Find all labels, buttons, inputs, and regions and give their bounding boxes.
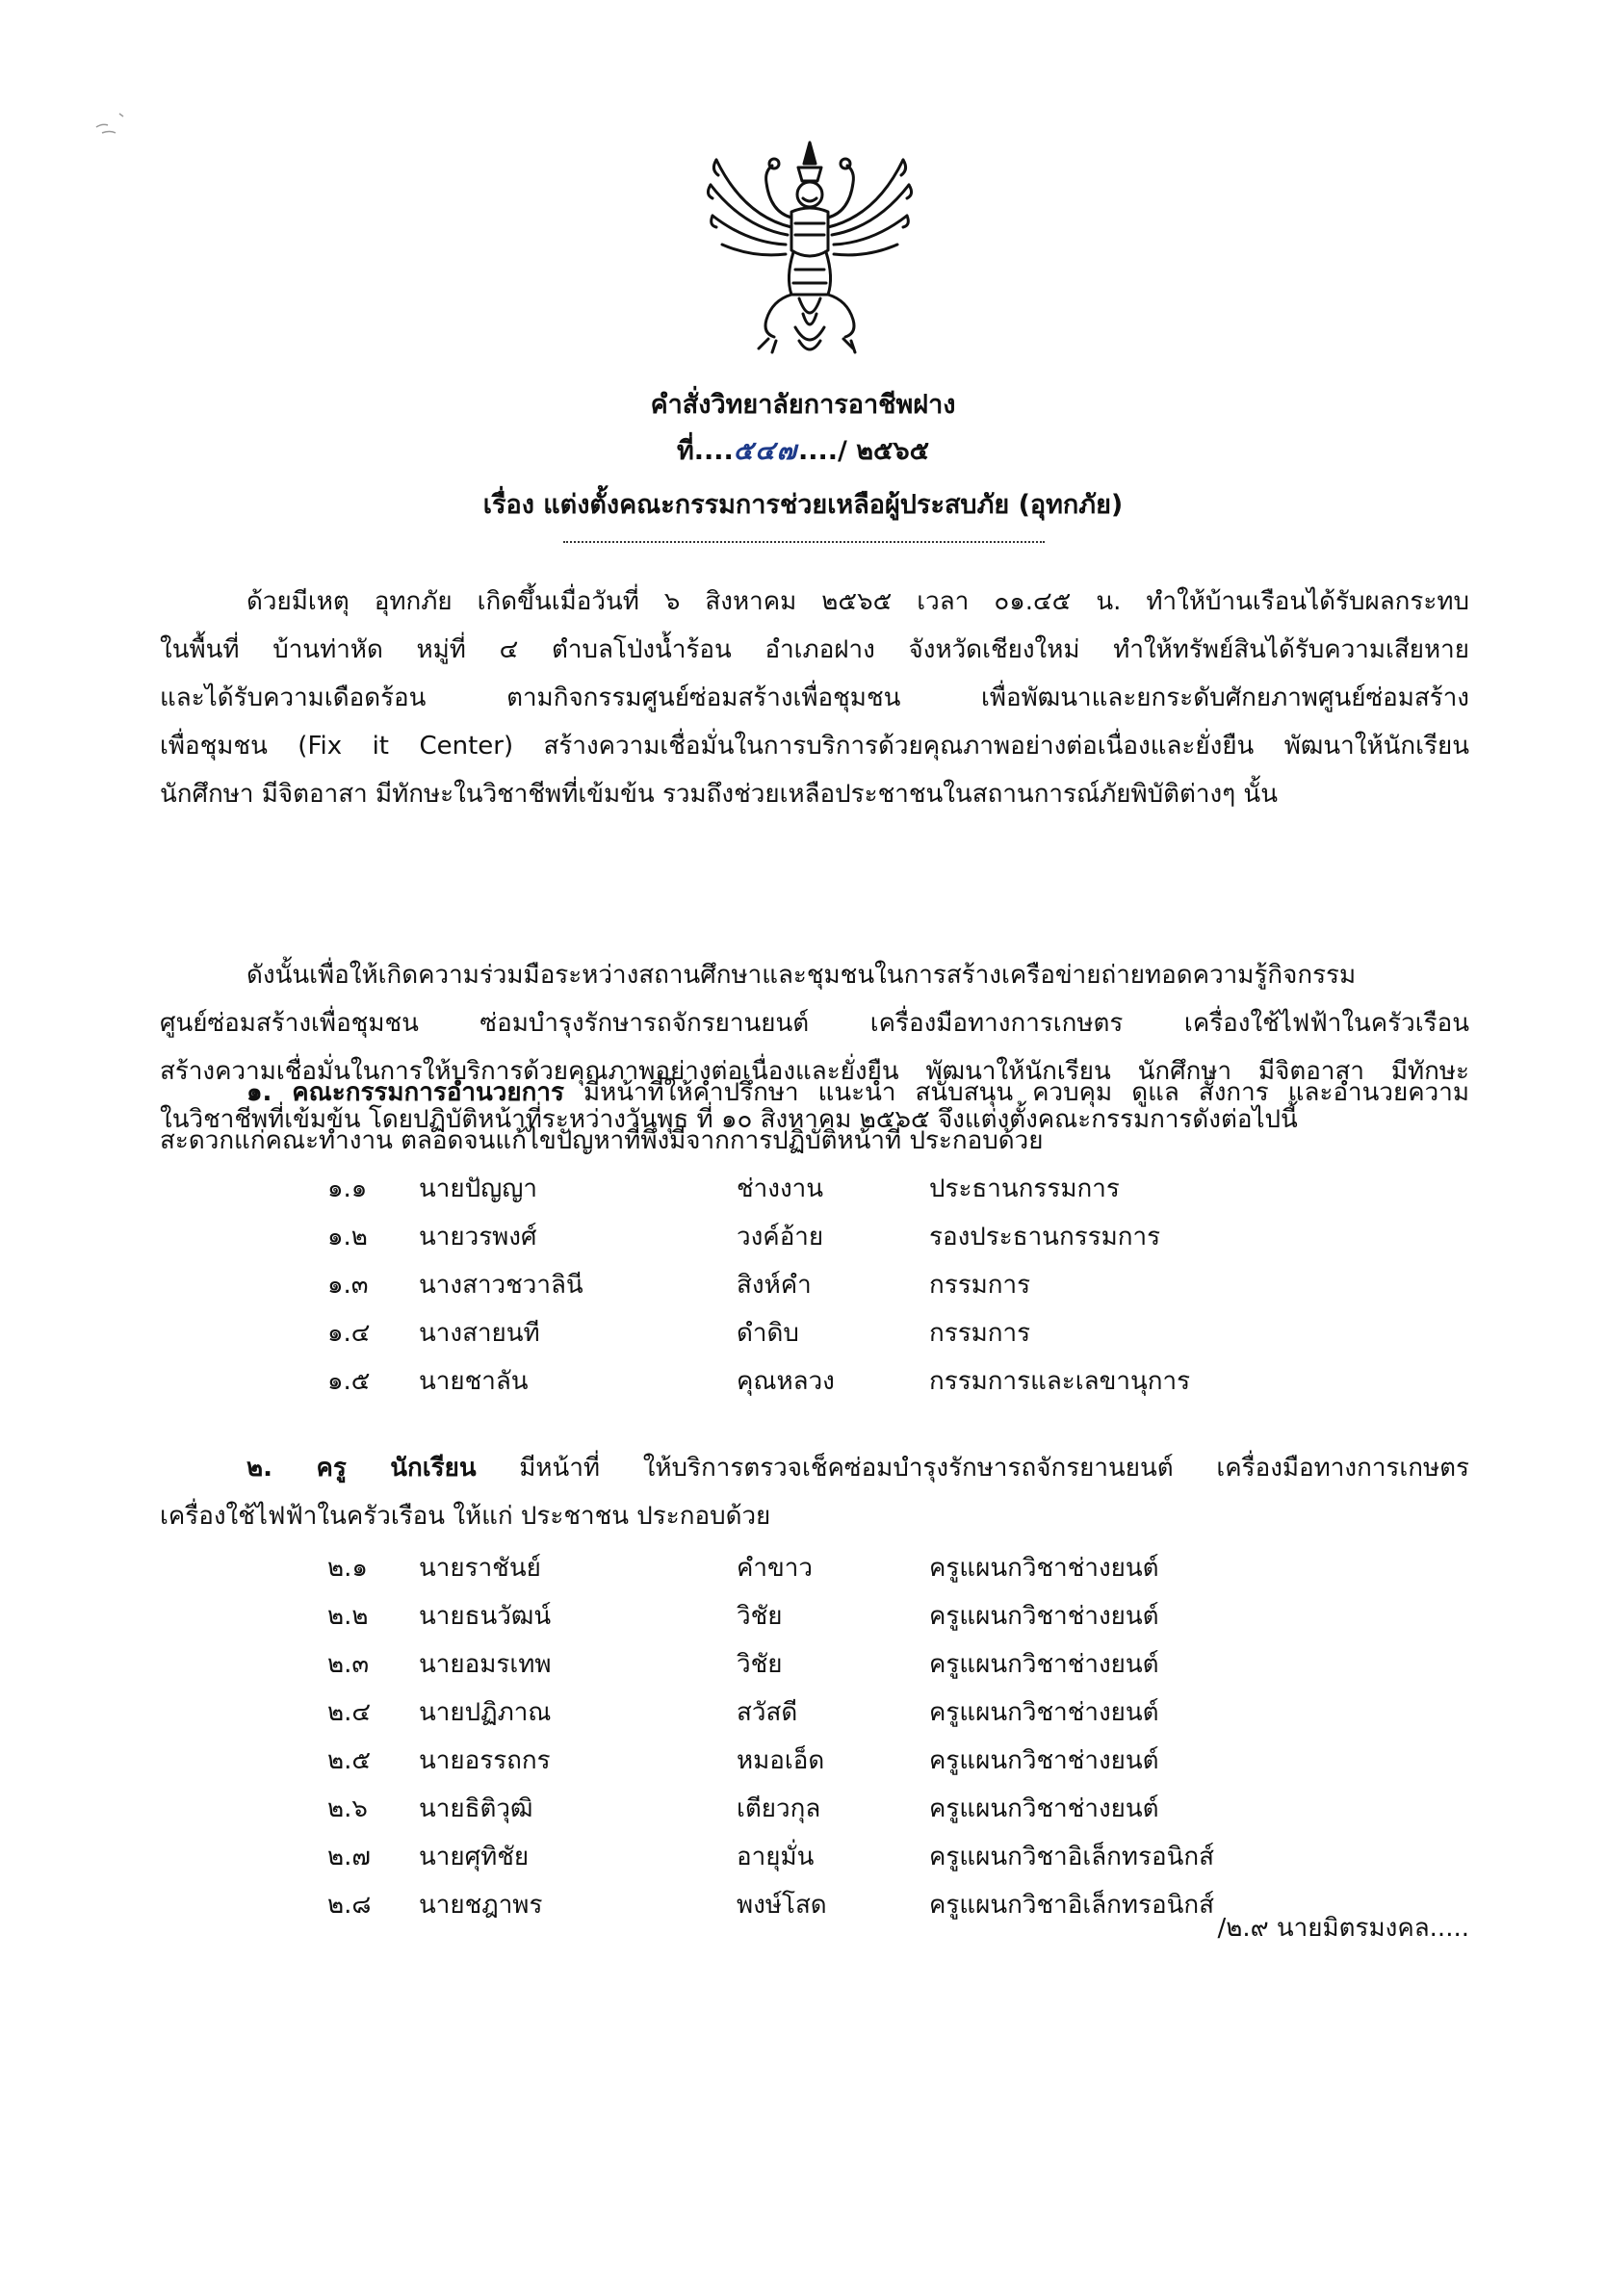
paragraph-line: ด้วยมีเหตุ อุทกภัย เกิดขึ้นเมื่อวันที่ ๖ สิงหาคม ๒๕๖๕ เวลา ๐๑.๔๕ น. ทำให้บ้านเรือนได้รับผลกระทบ (246, 587, 1469, 616)
member-last-name: คำขาว (737, 1554, 813, 1583)
order-title: คำสั่งวิทยาลัยการอาชีพฝาง (650, 390, 956, 420)
member-number: ๑.๒ (327, 1223, 368, 1251)
section2-duty: มีหน้าที่ ให้บริการตรวจเช็คซ่อมบำรุงรักษารถจักรยานยนต์ เครื่องมือทางการเกษตร (476, 1454, 1469, 1483)
member-first-name: นายชฎาพร (419, 1891, 543, 1920)
member-last-name: คุณหลวง (737, 1367, 835, 1396)
section2-title: ๒. ครู นักเรียน (246, 1454, 477, 1483)
member-number: ๒.๗ (327, 1843, 371, 1871)
member-role: ครูแผนกวิชาอิเล็กทรอนิกส์ (929, 1843, 1214, 1871)
member-last-name: ดำดิบ (737, 1319, 799, 1348)
member-role: รองประธานกรรมการ (929, 1223, 1161, 1251)
order-number-dots: .... (797, 436, 838, 466)
section1-duty: มีหน้าที่ให้คำปรึกษา แนะนำ สนับสนุน ควบคุม ดูแล สั่งการ และอำนวยความ (563, 1078, 1469, 1107)
member-row (327, 1361, 1290, 1409)
member-role: ครูแผนกวิชาช่างยนต์ (929, 1794, 1159, 1823)
member-first-name: นายธิติวุฒิ (419, 1794, 533, 1823)
paragraph-line: เพื่อชุมชน (Fix it Center) สร้างความเชื่อมั่นในการบริการด้วยคุณภาพอย่างต่อเนื่องและยั่งยืน พัฒนาให้นักเรียน (160, 732, 1469, 761)
member-number: ๑.๕ (327, 1367, 371, 1396)
member-number: ๑.๓ (327, 1271, 369, 1300)
member-first-name: นายชาลัน (419, 1367, 529, 1396)
paragraph-line: สะดวกแก่คณะทำงาน ตลอดจนแก้ไขปัญหาที่พึงมีจากการปฏิบัติหน้าที่ ประกอบด้วย (160, 1126, 1044, 1155)
member-number: ๒.๒ (327, 1602, 369, 1631)
member-row (327, 1169, 1290, 1217)
member-role: กรรมการ (929, 1319, 1031, 1348)
member-last-name: สวัสดี (737, 1698, 798, 1727)
scan-mark (92, 108, 131, 137)
order-year: / ๒๕๖๕ (837, 436, 930, 466)
member-first-name: นายปฏิภาณ (419, 1698, 552, 1727)
member-row (327, 1789, 1290, 1837)
section1-title: ๑. คณะกรรมการอำนวยการ (246, 1078, 564, 1107)
member-first-name: นายธนวัฒน์ (419, 1602, 552, 1631)
member-role: ครูแผนกวิชาช่างยนต์ (929, 1698, 1159, 1727)
member-row (327, 1217, 1290, 1265)
member-number: ๒.๑ (327, 1554, 368, 1583)
member-last-name: ช่างงาน (737, 1174, 824, 1203)
order-number-line (0, 429, 1606, 471)
member-number: ๑.๔ (327, 1319, 371, 1348)
member-row (327, 1265, 1290, 1313)
paragraph-line: เครื่องใช้ไฟฟ้าในครัวเรือน ให้แก่ ประชาชน ประกอบด้วย (160, 1502, 771, 1531)
order-subject: เรื่อง แต่งตั้งคณะกรรมการช่วยเหลือผู้ประสบภัย (อุทกภัย) (482, 490, 1124, 520)
member-number: ๒.๓ (327, 1650, 370, 1679)
member-row (327, 1741, 1290, 1789)
paragraph-line: นักศึกษา มีจิตอาสา มีทักษะในวิชาชีพที่เข้มข้น รวมถึงช่วยเหลือประชาชนในสถานการณ์ภัยพิบัติต่างๆ นั้น (160, 780, 1278, 809)
member-role: ครูแผนกวิชาอิเล็กทรอนิกส์ (929, 1891, 1214, 1920)
member-first-name: นายปัญญา (419, 1174, 538, 1203)
section1-description (160, 1069, 1469, 1165)
member-role: ครูแผนกวิชาช่างยนต์ (929, 1554, 1159, 1583)
paragraph-line: ดังนั้นเพื่อให้เกิดความร่วมมือระหว่างสถานศึกษาและชุมชนในการสร้างเครือข่ายถ่ายทอดความรู้กิจกรรม (246, 961, 1357, 990)
member-number: ๒.๔ (327, 1698, 372, 1727)
member-role: กรรมการและเลขานุการ (929, 1367, 1191, 1396)
paragraph-line: ศูนย์ซ่อมสร้างเพื่อชุมชน ซ่อมบำรุงรักษารถจักรยานยนต์ เครื่องมือทางการเกษตร เครื่องใช้ไฟฟ้าในครัวเรือน (160, 1009, 1469, 1038)
paragraph-line: ในวิชาชีพที่เข้มข้น โดยปฏิบัติหน้าที่ระหว่างวันพุธ ที่ ๑๐ สิงหาคม ๒๕๖๕ จึงแต่งตั้งคณะกรรมการดังต่อไปนี้ (160, 1105, 1298, 1134)
member-row (327, 1596, 1290, 1644)
member-number: ๑.๑ (327, 1174, 368, 1203)
member-row (327, 1644, 1290, 1692)
member-role: ครูแผนกวิชาช่างยนต์ (929, 1602, 1159, 1631)
member-row (327, 1885, 1290, 1933)
member-last-name: เตียวกุล (737, 1794, 821, 1823)
member-row (327, 1837, 1290, 1885)
order-number-handwritten: ๕๔๗ (733, 436, 798, 466)
member-row (327, 1313, 1290, 1361)
continuation-note: /๒.๙ นายมิตรมงคล..... (1217, 1914, 1469, 1943)
member-role: ประธานกรรมการ (929, 1174, 1120, 1203)
member-first-name: นายศุทิชัย (419, 1843, 530, 1871)
member-row (327, 1548, 1290, 1596)
section1-member-list (327, 1169, 1290, 1409)
section2-heading-line (160, 1444, 1469, 1492)
member-last-name: พงษ์โสด (737, 1891, 827, 1920)
member-last-name: อายุมั่น (737, 1843, 815, 1871)
section2-description (160, 1444, 1469, 1540)
member-last-name: วงค์อ้าย (737, 1223, 824, 1251)
member-first-name: นายอรรถกร (419, 1746, 551, 1775)
member-last-name: สิงห์คำ (737, 1271, 812, 1300)
member-last-name: หมอเอ็ด (737, 1746, 825, 1775)
intro-paragraph (160, 578, 1469, 818)
member-role: ครูแผนกวิชาช่างยนต์ (929, 1650, 1159, 1679)
member-last-name: วิชัย (737, 1602, 783, 1631)
garuda-emblem (699, 135, 920, 366)
member-number: ๒.๕ (327, 1746, 372, 1775)
member-row (327, 1692, 1290, 1741)
paragraph-line: และได้รับความเดือดร้อน ตามกิจกรรมศูนย์ซ่อมสร้างเพื่อชุมชน เพื่อพัฒนาและยกระดับศักยภาพศูนย์ซ่อมสร้าง (160, 684, 1469, 712)
paragraph-line: สร้างความเชื่อมั่นในการให้บริการด้วยคุณภาพอย่างต่อเนื่องและยั่งยืน พัฒนาให้นักเรียน นักศึกษา มีจิตอาสา มีทักษะ (160, 1057, 1469, 1086)
member-last-name: วิชัย (737, 1650, 783, 1679)
section2-member-list (327, 1548, 1290, 1933)
member-number: ๒.๖ (327, 1794, 368, 1823)
member-number: ๒.๘ (327, 1891, 372, 1920)
member-role: กรรมการ (929, 1271, 1031, 1300)
member-first-name: นายอมรเทพ (419, 1650, 552, 1679)
section1-heading-line (160, 1069, 1469, 1117)
order-number-dots: .... (693, 436, 734, 466)
paragraph-line: ในพื้นที่ บ้านท่าหัด หมู่ที่ ๔ ตำบลโป่งน้ำร้อน อำเภอฝาง จังหวัดเชียงใหม่ ทำให้ทรัพย์สินได้รับความเสียหาย (160, 635, 1469, 664)
member-first-name: นางสาวชวาลินี (419, 1271, 583, 1300)
member-role: ครูแผนกวิชาช่างยนต์ (929, 1746, 1159, 1775)
member-first-name: นางสายนที (419, 1319, 540, 1348)
dotted-divider (563, 541, 1045, 543)
member-first-name: นายวรพงศ์ (419, 1223, 537, 1251)
order-number-prefix: ที่ (676, 436, 694, 466)
member-first-name: นายราชันย์ (419, 1554, 541, 1583)
